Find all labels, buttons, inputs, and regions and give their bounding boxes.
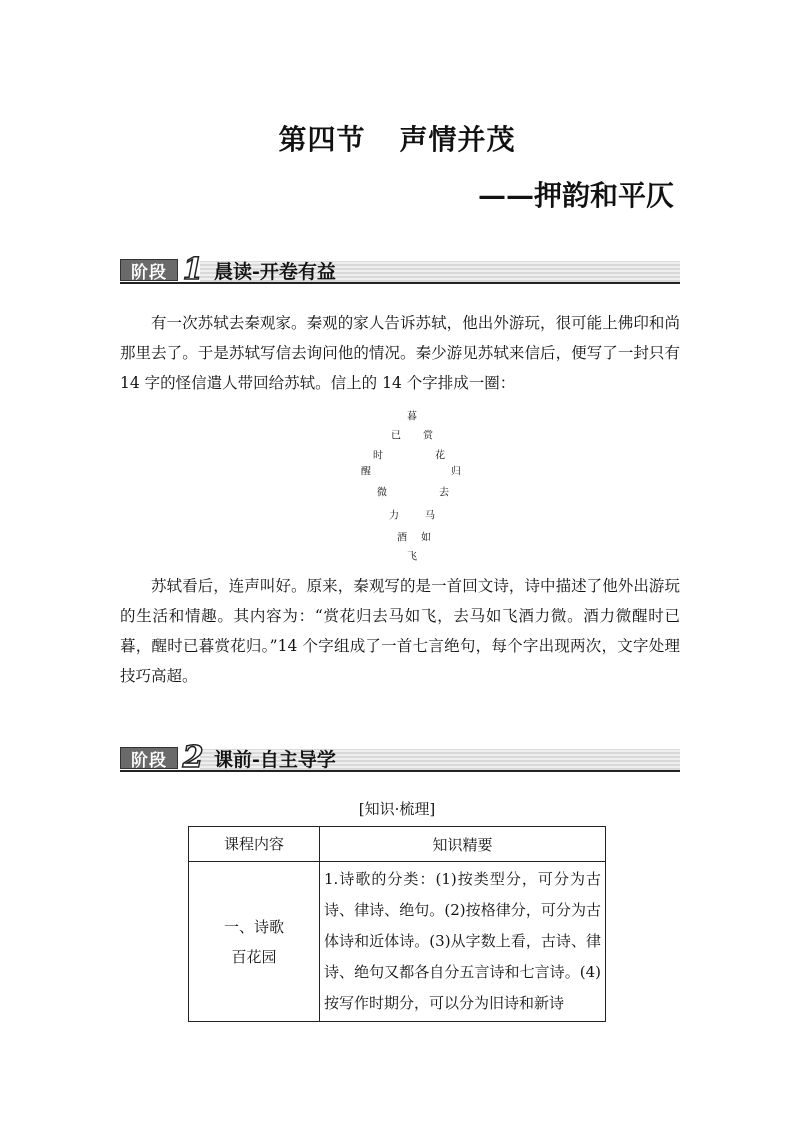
stage1-paragraph-1: 有一次苏轼去秦观家。秦观的家人告诉苏轼，他出外游玩，很可能上佛印和尚那里去了。于是苏轼写信去询问他的情况。秦少游见苏轼来信后，便写了一封只有 14 字的怪信遣人带回给苏轼。信上的 14 个字排成一圈： <box>120 314 680 392</box>
table-header-essentials: 知识精要 <box>320 827 606 862</box>
table-header-course: 课程内容 <box>189 827 320 862</box>
poem-char: 归 <box>451 466 461 478</box>
knowledge-table <box>188 826 606 1022</box>
stage1-number: 1 <box>182 252 204 287</box>
table-cell-course <box>189 862 320 1022</box>
table-row <box>189 862 606 1022</box>
stage2-number: 2 <box>182 740 204 775</box>
poem-char: 时 <box>373 450 383 462</box>
course-line-2: 百花园 <box>231 947 277 966</box>
poem-char: 花 <box>435 450 445 462</box>
poem-char: 力 <box>389 510 399 522</box>
stage1-header <box>120 252 680 287</box>
poem-char: 暮 <box>407 411 417 423</box>
poem-char: 酒 <box>397 532 407 544</box>
poem-char: 赏 <box>423 430 433 442</box>
poem-char: 微 <box>377 487 387 499</box>
poem-char: 飞 <box>407 551 417 563</box>
stage1-label: 晨读-开卷有益 <box>214 260 336 283</box>
poem-char: 马 <box>425 510 435 522</box>
poem-char: 醒 <box>361 466 371 478</box>
stage2-header <box>120 740 680 775</box>
poem-char: 去 <box>439 487 449 499</box>
page-title <box>0 118 794 158</box>
stage2-badge: 阶段 <box>120 747 178 769</box>
knowledge-section-title: [知识·梳理] <box>358 800 436 818</box>
stage2-label: 课前-自主导学 <box>214 748 336 771</box>
poem-char: 已 <box>391 430 401 442</box>
stage1-paragraph-2: 苏轼看后，连声叫好。原来，秦观写的是一首回文诗，诗中描述了他外出游玩的生活和情趣。其内容为：“赏花归去马如飞，去马如飞酒力微。酒力微醒时已暮，醒时已暮赏花归。”14 个字组成了一首七言绝句，每个字出现两次，文字处理技巧高超。 <box>120 577 680 685</box>
title-part1: 第四节 <box>278 123 366 156</box>
title-part2: 声情并茂 <box>399 123 516 156</box>
table-header-row <box>189 827 606 862</box>
course-line-1: 一、诗歌 <box>223 917 284 936</box>
table-cell-essentials: 1.诗歌的分类：(1)按类型分，可分为古诗、律诗、绝句。(2)按格律分，可分为古体诗和近体诗。(3)从字数上看，古诗、律诗、绝句又都各自分五言诗和七言诗。(4)按写作时期分，可以分为旧诗和新诗 <box>320 862 606 1022</box>
stage1-badge: 阶段 <box>120 259 178 281</box>
circular-poem <box>340 400 480 570</box>
page-subtitle: ——押韵和平仄 <box>477 179 674 212</box>
poem-char: 如 <box>421 532 431 544</box>
